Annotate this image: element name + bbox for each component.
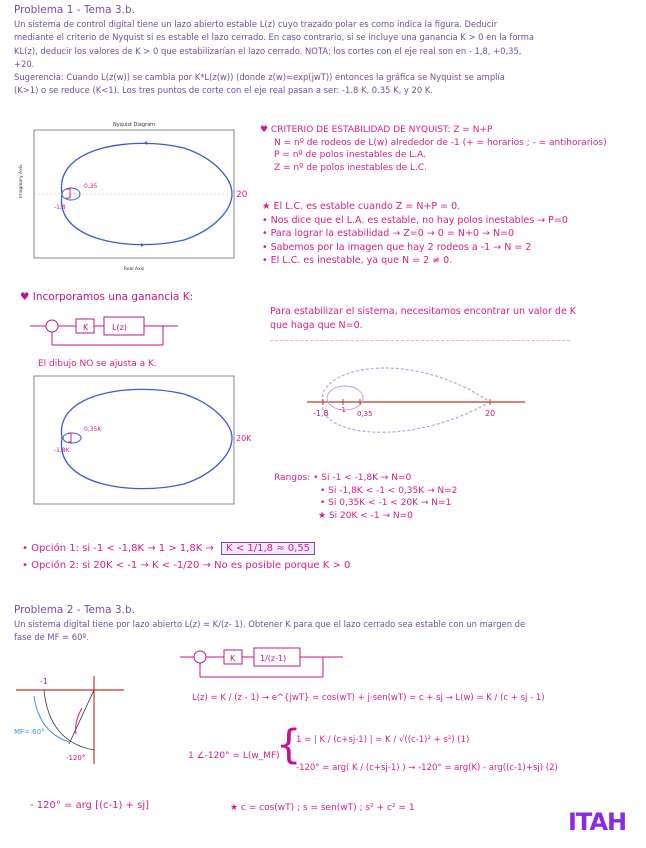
problem1-statement [14,18,639,98]
plot-ylabel: Imaginary Axis [19,164,24,198]
plot2-label-right: 20K [236,434,252,443]
plot1-label-left: -1,8 [54,204,66,211]
reasoning-block [262,200,642,268]
statement-line: Un sistema de control digital tiene un lazo abierto estable L(z) cuyo trazado polar es como indica la figura. Deducir [14,19,498,29]
equation-sys-1: 1 = | K / (c+sj-1) | = K / √((c-1)² + s²) (1) [296,735,470,745]
nyquist-sketch [305,350,530,430]
range-line: ★ Si 20K < -1 → N=0 [318,510,413,521]
block-diagram-1 [28,312,188,352]
nyquist-plot-1 [14,118,248,278]
block-gain: K [83,323,89,332]
reasoning-line: • Para lograr la estabilidad → Z=0 → 0 = N+0 → N=0 [262,228,515,239]
equation-left: 1 ∠-120° = L(w_MF) [188,751,280,761]
itah-logo: ITAH [568,808,627,836]
sketch-label: 20 [485,409,496,418]
range-line: • Si 0,35K < -1 < 20K → N=1 [320,498,452,508]
statement-line: KL(z), deducir los valores de K > 0 que estabilizarían el lazo cerrado. NOTA: los cortes con el eje real son en - 1,8, +0,35, [14,45,522,56]
block-plant: L(z) [112,323,127,332]
problem1-title: Problema 1 - Tema 3.b. [14,4,135,16]
problem2-statement [14,618,639,645]
statement-line: fase de MF = 60º. [14,632,90,643]
nyquist-plot-2 [14,372,264,517]
block-gain: K [230,654,236,663]
sketch-label: 0,35 [357,410,373,418]
reasoning-line: • Nos dice que el L.A. es estable, no hay polos inestables → P=0 [262,214,568,226]
option1-text: • Opción 1: si -1 < -1,8K → 1 > 1,8K → [22,543,214,554]
criteria-block [260,124,645,174]
equation-bottom: - 120° = arg [(c-1) + sj] [30,800,149,811]
reasoning-line: ★ El L.C. es estable cuando Z = N+P = 0. [262,201,461,212]
statement-line: (K>1) o se reduce (K<1). Los tres puntos de corte con el eje real pasan a ser: -1.8 K, 0.35 K, y 20 K. [14,85,434,96]
gain-heading: ♥ Incorporamos una ganancia K: [20,291,194,303]
brace: { [276,722,302,768]
option2: • Opción 2: si 20K < -1 → K < -1/20 → No es posible porque K > 0 [22,560,351,571]
stabilize-text [270,305,640,332]
range-line: • Si -1,8K < -1 < 0,35K → N=2 [320,485,458,496]
mf-sketch [14,672,129,767]
option1 [22,543,315,556]
stabilize-line: que haga que N=0. [270,319,363,331]
sketch-label: -1,8 [313,409,329,418]
criteria-line: N = nº de rodeos de L(w) alrededor de -1 (+ = horarios ; - = antihorarios) [274,137,607,148]
option1-answer-box: K < 1/1,8 ≈ 0,55 [221,542,315,555]
statement-line: Sugerencia: Cuando L(z(w)) se cambia por K*L(z(w)) (donde z(w)=exp(jwT)) entonces la gráfica se Nyquist se amplía [14,72,505,83]
plot-xlabel: Real Axis [123,267,145,272]
problem2-title: Problema 2 - Tema 3.b. [14,604,135,616]
plot2-label-mid: 0,35K [84,426,102,433]
sketch-minus-one: -1 [40,677,48,686]
equation-note: ★ c = cos(wT) ; s = sen(wT) ; s² + c² = 1 [230,803,415,813]
criteria-line: ♥ CRITERIO DE ESTABILIDAD DE NYQUIST: Z = N+P [260,125,493,135]
plot1-label-right: 20 [236,190,248,200]
divider [270,340,570,341]
sketch-mf: MF= 60° [14,728,45,736]
statement-line: mediante el criterio de Nyquist si es estable el lazo cerrado. En caso contrario, si se incluye una ganancia K > 0 en la forma [14,32,535,43]
sketch-angle: -120° [66,754,86,762]
plot1-label-mid: 0,35 [84,183,98,190]
stabilize-line: Para estabilizar el sistema, necesitamos encontrar un valor de K [270,306,577,317]
equation-1: L(z) = K / (z - 1) → e^{jwT} = cos(wT) + j·sen(wT) = c + sj → L(w) = K / (c + sj - 1) [192,693,545,703]
sketch-label: -1 [339,406,346,414]
plot-title: Nyquist Diagram [112,122,156,128]
criteria-line: Z = nº de polos inestables de L.C. [274,162,428,173]
ranges-block [274,472,634,522]
criteria-line: P = nº de polos inestables de L.A. [274,150,427,160]
plot2-note: El dibujo NO se ajusta a K. [38,359,157,369]
statement-line: Un sistema digital tiene por lazo abierto L(z) = K/(z- 1). Obtener K para que el lazo cerrado sea estable con un margen de [14,619,526,629]
range-line: Rangos: • Si -1 < -1,8K → N=0 [274,473,412,483]
reasoning-line: • Sabemos por la imagen que hay 2 rodeos a -1 → N = 2 [262,241,532,253]
reasoning-line: • El L.C. es inestable, ya que N = 2 ≠ 0. [262,255,453,266]
block-plant: 1/(z-1) [260,654,287,663]
equation-sys-2: -120° = arg( K / (c+sj-1) ) → -120° = arg(K) - arg((c-1)+sj) (2) [296,763,558,773]
statement-line: +20. [14,58,35,69]
block-diagram-2 [178,645,353,685]
plot2-label-left: -1,8K [54,447,70,454]
